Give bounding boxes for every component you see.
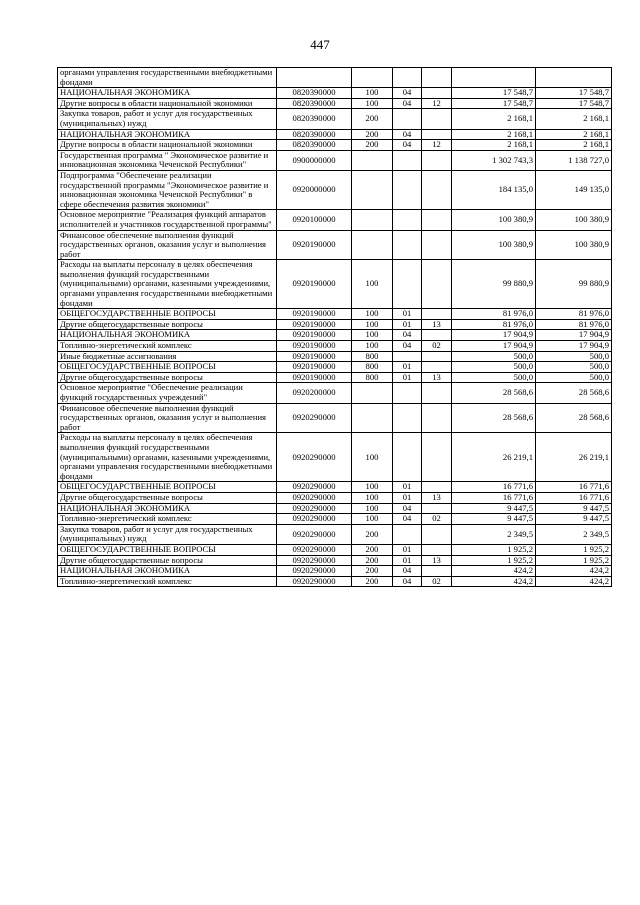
target-article-cell: 0920290000: [277, 544, 352, 555]
subsection-cell: [422, 260, 452, 309]
target-article-cell: 0820390000: [277, 98, 352, 109]
table-row: [58, 555, 612, 566]
row-name-cell: НАЦИОНАЛЬНАЯ ЭКОНОМИКА: [58, 129, 277, 140]
row-name-cell: Иные бюджетные ассигнования: [58, 351, 277, 362]
section-cell: [393, 260, 422, 309]
table-row: [58, 524, 612, 544]
target-article-cell: 0920290000: [277, 503, 352, 514]
subsection-cell: [422, 503, 452, 514]
target-article-cell: 0900000000: [277, 150, 352, 170]
row-name-cell: Финансовое обеспечение выполнения функций государственных органов, оказания услуг и выполнения работ: [58, 403, 277, 433]
amount-year-1-cell: 16 771,6: [452, 492, 536, 503]
subsection-cell: 13: [422, 555, 452, 566]
amount-year-1-cell: 17 548,7: [452, 88, 536, 99]
subsection-cell: [422, 433, 452, 482]
amount-year-2-cell: 149 135,0: [536, 170, 612, 209]
amount-year-2-cell: 100 380,9: [536, 230, 612, 260]
target-article-cell: 0920190000: [277, 309, 352, 320]
section-cell: 04: [393, 566, 422, 577]
subsection-cell: 12: [422, 98, 452, 109]
amount-year-2-cell: 424,2: [536, 566, 612, 577]
table-row: [58, 140, 612, 151]
amount-year-2-cell: 1 925,2: [536, 544, 612, 555]
section-cell: 01: [393, 544, 422, 555]
expense-type-cell: [352, 150, 393, 170]
row-name-cell: Государственная программа " Экономическое развитие и инновационная экономика Чеченской Республики": [58, 150, 277, 170]
table-row: [58, 109, 612, 129]
amount-year-1-cell: 81 976,0: [452, 309, 536, 320]
section-cell: 04: [393, 98, 422, 109]
amount-year-2-cell: 500,0: [536, 372, 612, 383]
target-article-cell: 0920290000: [277, 403, 352, 433]
amount-year-2-cell: 500,0: [536, 351, 612, 362]
expense-type-cell: 200: [352, 109, 393, 129]
table-row: [58, 372, 612, 383]
expense-type-cell: 100: [352, 319, 393, 330]
amount-year-2-cell: 17 548,7: [536, 98, 612, 109]
expense-type-cell: [352, 383, 393, 403]
amount-year-2-cell: 100 380,9: [536, 210, 612, 230]
amount-year-1-cell: 500,0: [452, 362, 536, 373]
target-article-cell: 0920200000: [277, 383, 352, 403]
table-row: [58, 230, 612, 260]
section-cell: [393, 524, 422, 544]
section-cell: 01: [393, 555, 422, 566]
row-name-cell: Закупка товаров, работ и услуг для государственных (муниципальных) нужд: [58, 109, 277, 129]
amount-year-2-cell: 1 925,2: [536, 555, 612, 566]
row-name-cell: ОБЩЕГОСУДАРСТВЕННЫЕ ВОПРОСЫ: [58, 309, 277, 320]
amount-year-2-cell: 2 349,5: [536, 524, 612, 544]
row-name-cell: Другие общегосударственные вопросы: [58, 555, 277, 566]
section-cell: 04: [393, 341, 422, 352]
section-cell: 04: [393, 514, 422, 525]
row-name-cell: Другие вопросы в области национальной экономики: [58, 140, 277, 151]
row-name-cell: органами управления государственными внебюджетными фондами: [58, 68, 277, 88]
target-article-cell: 0920190000: [277, 260, 352, 309]
row-name-cell: Основное мероприятие "Обеспечение реализации функций государственных учреждений": [58, 383, 277, 403]
section-cell: 04: [393, 503, 422, 514]
row-name-cell: НАЦИОНАЛЬНАЯ ЭКОНОМИКА: [58, 503, 277, 514]
row-name-cell: Другие общегосударственные вопросы: [58, 372, 277, 383]
row-name-cell: НАЦИОНАЛЬНАЯ ЭКОНОМИКА: [58, 330, 277, 341]
table-row: [58, 544, 612, 555]
expense-type-cell: 200: [352, 555, 393, 566]
table-row: [58, 362, 612, 373]
subsection-cell: [422, 309, 452, 320]
expense-type-cell: 100: [352, 503, 393, 514]
expense-type-cell: 100: [352, 492, 393, 503]
target-article-cell: 0920100000: [277, 210, 352, 230]
amount-year-1-cell: 17 904,9: [452, 341, 536, 352]
expense-type-cell: 100: [352, 260, 393, 309]
expense-type-cell: 200: [352, 544, 393, 555]
expense-type-cell: [352, 68, 393, 88]
amount-year-2-cell: 1 138 727,0: [536, 150, 612, 170]
section-cell: 04: [393, 129, 422, 140]
amount-year-2-cell: 424,2: [536, 576, 612, 587]
table-row: [58, 566, 612, 577]
expense-type-cell: 100: [352, 309, 393, 320]
row-name-cell: ОБЩЕГОСУДАРСТВЕННЫЕ ВОПРОСЫ: [58, 362, 277, 373]
amount-year-2-cell: 17 904,9: [536, 341, 612, 352]
row-name-cell: Другие вопросы в области национальной экономики: [58, 98, 277, 109]
target-article-cell: 0920190000: [277, 330, 352, 341]
amount-year-1-cell: [452, 68, 536, 88]
subsection-cell: [422, 129, 452, 140]
table-row: [58, 260, 612, 309]
table-row: [58, 383, 612, 403]
expense-type-cell: [352, 230, 393, 260]
target-article-cell: 0920290000: [277, 566, 352, 577]
amount-year-1-cell: 17 904,9: [452, 330, 536, 341]
expense-type-cell: [352, 170, 393, 209]
section-cell: [393, 403, 422, 433]
amount-year-2-cell: 28 568,6: [536, 403, 612, 433]
amount-year-1-cell: 1 925,2: [452, 555, 536, 566]
row-name-cell: Другие общегосударственные вопросы: [58, 319, 277, 330]
amount-year-2-cell: 2 168,1: [536, 129, 612, 140]
amount-year-1-cell: 1 302 743,3: [452, 150, 536, 170]
expense-type-cell: [352, 403, 393, 433]
expense-type-cell: 200: [352, 129, 393, 140]
section-cell: 04: [393, 88, 422, 99]
expense-type-cell: 200: [352, 524, 393, 544]
amount-year-2-cell: 9 447,5: [536, 503, 612, 514]
section-cell: [393, 383, 422, 403]
amount-year-1-cell: 100 380,9: [452, 210, 536, 230]
target-article-cell: [277, 68, 352, 88]
section-cell: [393, 230, 422, 260]
subsection-cell: [422, 362, 452, 373]
section-cell: [393, 210, 422, 230]
target-article-cell: 0920190000: [277, 372, 352, 383]
table-row: [58, 319, 612, 330]
section-cell: [393, 150, 422, 170]
table-row: [58, 576, 612, 587]
section-cell: 01: [393, 372, 422, 383]
amount-year-2-cell: 2 168,1: [536, 140, 612, 151]
row-name-cell: Расходы на выплаты персоналу в целях обеспечения выполнения функций государственными (муниципальными) органами, казенными учреждениями, органами управления государственными внебюджетными фондами: [58, 260, 277, 309]
table-row: [58, 351, 612, 362]
amount-year-1-cell: 1 925,2: [452, 544, 536, 555]
subsection-cell: 13: [422, 319, 452, 330]
table-row: [58, 492, 612, 503]
subsection-cell: [422, 210, 452, 230]
expense-type-cell: 200: [352, 576, 393, 587]
subsection-cell: [422, 170, 452, 209]
row-name-cell: ОБЩЕГОСУДАРСТВЕННЫЕ ВОПРОСЫ: [58, 544, 277, 555]
amount-year-2-cell: 81 976,0: [536, 319, 612, 330]
budget-table: [57, 67, 612, 587]
expense-type-cell: 100: [352, 98, 393, 109]
target-article-cell: 0920290000: [277, 482, 352, 493]
table-row: [58, 341, 612, 352]
section-cell: [393, 109, 422, 129]
expense-type-cell: 100: [352, 330, 393, 341]
section-cell: 01: [393, 362, 422, 373]
amount-year-2-cell: 26 219,1: [536, 433, 612, 482]
table-row: [58, 68, 612, 88]
target-article-cell: 0920190000: [277, 319, 352, 330]
amount-year-1-cell: 184 135,0: [452, 170, 536, 209]
subsection-cell: [422, 88, 452, 99]
amount-year-2-cell: 9 447,5: [536, 514, 612, 525]
subsection-cell: [422, 482, 452, 493]
row-name-cell: Подпрограмма "Обеспечение реализации государственной программы "Экономическое развитие и инновационная экономика Чеченской Республики" в сфере обеспечения развития экономики": [58, 170, 277, 209]
table-row: [58, 514, 612, 525]
section-cell: 04: [393, 330, 422, 341]
subsection-cell: [422, 524, 452, 544]
target-article-cell: 0920000000: [277, 170, 352, 209]
target-article-cell: 0920190000: [277, 351, 352, 362]
section-cell: 01: [393, 492, 422, 503]
section-cell: 01: [393, 482, 422, 493]
amount-year-1-cell: 424,2: [452, 566, 536, 577]
table-row: [58, 150, 612, 170]
subsection-cell: 02: [422, 576, 452, 587]
table-row: [58, 403, 612, 433]
table-row: [58, 503, 612, 514]
amount-year-1-cell: 2 168,1: [452, 109, 536, 129]
expense-type-cell: 100: [352, 88, 393, 99]
row-name-cell: Топливно-энергетический комплекс: [58, 341, 277, 352]
amount-year-1-cell: 9 447,5: [452, 514, 536, 525]
row-name-cell: Топливно-энергетический комплекс: [58, 576, 277, 587]
amount-year-2-cell: 17 904,9: [536, 330, 612, 341]
expense-type-cell: 100: [352, 433, 393, 482]
table-row: [58, 309, 612, 320]
target-article-cell: 0920190000: [277, 341, 352, 352]
expense-type-cell: 200: [352, 566, 393, 577]
table-row: [58, 129, 612, 140]
section-cell: [393, 68, 422, 88]
amount-year-1-cell: 28 568,6: [452, 383, 536, 403]
table-row: [58, 170, 612, 209]
amount-year-2-cell: 500,0: [536, 362, 612, 373]
target-article-cell: 0820390000: [277, 88, 352, 99]
subsection-cell: [422, 351, 452, 362]
subsection-cell: [422, 330, 452, 341]
section-cell: [393, 170, 422, 209]
amount-year-1-cell: 99 880,9: [452, 260, 536, 309]
row-name-cell: Основное мероприятие "Реализация функций аппаратов исполнителей и участников государственной программы": [58, 210, 277, 230]
target-article-cell: 0920290000: [277, 576, 352, 587]
table-row: [58, 210, 612, 230]
target-article-cell: 0920290000: [277, 492, 352, 503]
subsection-cell: 12: [422, 140, 452, 151]
amount-year-2-cell: 28 568,6: [536, 383, 612, 403]
subsection-cell: [422, 68, 452, 88]
table-row: [58, 330, 612, 341]
subsection-cell: 13: [422, 492, 452, 503]
row-name-cell: Финансовое обеспечение выполнения функций государственных органов, оказания услуг и выполнения работ: [58, 230, 277, 260]
subsection-cell: [422, 383, 452, 403]
amount-year-1-cell: 500,0: [452, 372, 536, 383]
subsection-cell: [422, 566, 452, 577]
expense-type-cell: 200: [352, 140, 393, 151]
expense-type-cell: 100: [352, 482, 393, 493]
amount-year-2-cell: 16 771,6: [536, 492, 612, 503]
section-cell: 04: [393, 576, 422, 587]
target-article-cell: 0920190000: [277, 230, 352, 260]
expense-type-cell: 100: [352, 514, 393, 525]
row-name-cell: Расходы на выплаты персоналу в целях обеспечения выполнения функций государственными (муниципальными) органами, казенными учреждениями, органами управления государственными внебюджетными фондами: [58, 433, 277, 482]
amount-year-2-cell: [536, 68, 612, 88]
row-name-cell: Закупка товаров, работ и услуг для государственных (муниципальных) нужд: [58, 524, 277, 544]
table-row: [58, 88, 612, 99]
section-cell: 01: [393, 309, 422, 320]
table-row: [58, 482, 612, 493]
subsection-cell: [422, 403, 452, 433]
subsection-cell: [422, 544, 452, 555]
expense-type-cell: 800: [352, 372, 393, 383]
amount-year-1-cell: 424,2: [452, 576, 536, 587]
row-name-cell: Другие общегосударственные вопросы: [58, 492, 277, 503]
amount-year-1-cell: 26 219,1: [452, 433, 536, 482]
table-row: [58, 98, 612, 109]
amount-year-1-cell: 16 771,6: [452, 482, 536, 493]
subsection-cell: [422, 230, 452, 260]
subsection-cell: 13: [422, 372, 452, 383]
amount-year-2-cell: 17 548,7: [536, 88, 612, 99]
expense-type-cell: 800: [352, 362, 393, 373]
amount-year-2-cell: 2 168,1: [536, 109, 612, 129]
amount-year-2-cell: 16 771,6: [536, 482, 612, 493]
amount-year-2-cell: 81 976,0: [536, 309, 612, 320]
amount-year-1-cell: 28 568,6: [452, 403, 536, 433]
subsection-cell: [422, 109, 452, 129]
amount-year-1-cell: 100 380,9: [452, 230, 536, 260]
expense-type-cell: 100: [352, 341, 393, 352]
target-article-cell: 0920190000: [277, 362, 352, 373]
section-cell: 04: [393, 140, 422, 151]
amount-year-1-cell: 17 548,7: [452, 98, 536, 109]
subsection-cell: [422, 150, 452, 170]
subsection-cell: 02: [422, 341, 452, 352]
amount-year-1-cell: 2 168,1: [452, 140, 536, 151]
row-name-cell: Топливно-энергетический комплекс: [58, 514, 277, 525]
target-article-cell: 0920290000: [277, 524, 352, 544]
target-article-cell: 0820390000: [277, 129, 352, 140]
expense-type-cell: 800: [352, 351, 393, 362]
row-name-cell: НАЦИОНАЛЬНАЯ ЭКОНОМИКА: [58, 566, 277, 577]
amount-year-1-cell: 2 349,5: [452, 524, 536, 544]
amount-year-1-cell: 500,0: [452, 351, 536, 362]
section-cell: [393, 351, 422, 362]
expense-type-cell: [352, 210, 393, 230]
target-article-cell: 0920290000: [277, 514, 352, 525]
section-cell: 01: [393, 319, 422, 330]
target-article-cell: 0820390000: [277, 140, 352, 151]
amount-year-1-cell: 2 168,1: [452, 129, 536, 140]
subsection-cell: 02: [422, 514, 452, 525]
section-cell: [393, 433, 422, 482]
table-row: [58, 433, 612, 482]
amount-year-1-cell: 81 976,0: [452, 319, 536, 330]
amount-year-1-cell: 9 447,5: [452, 503, 536, 514]
amount-year-2-cell: 99 880,9: [536, 260, 612, 309]
target-article-cell: 0820390000: [277, 109, 352, 129]
row-name-cell: ОБЩЕГОСУДАРСТВЕННЫЕ ВОПРОСЫ: [58, 482, 277, 493]
target-article-cell: 0920290000: [277, 433, 352, 482]
row-name-cell: НАЦИОНАЛЬНАЯ ЭКОНОМИКА: [58, 88, 277, 99]
target-article-cell: 0920290000: [277, 555, 352, 566]
page-number: 447: [310, 37, 330, 52]
